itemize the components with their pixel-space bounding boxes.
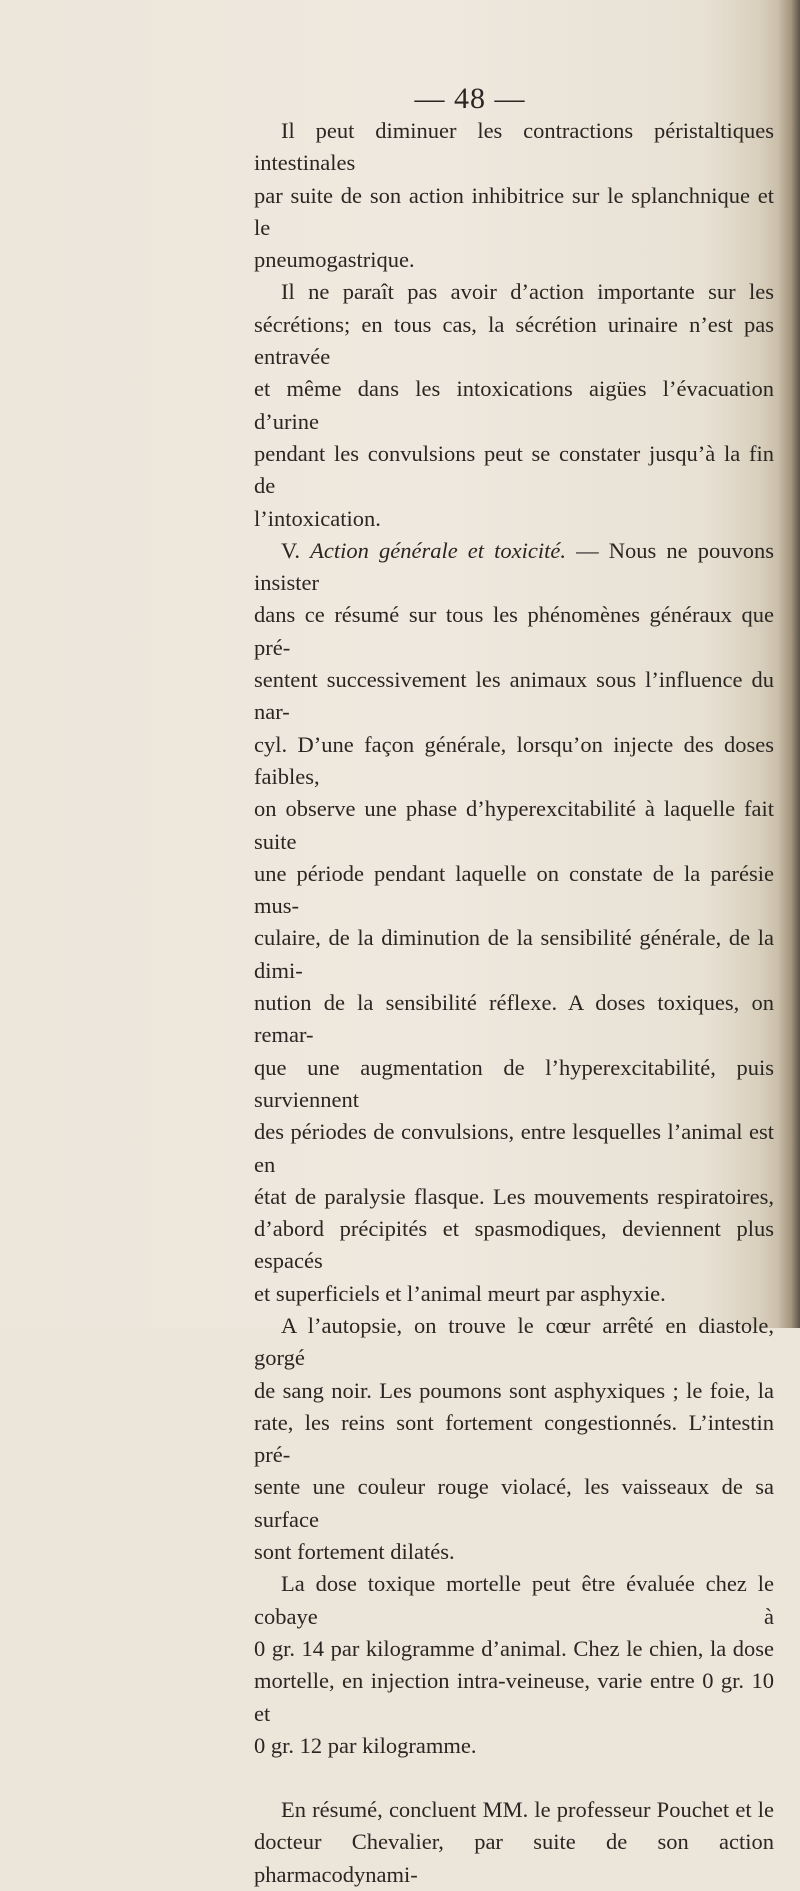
paragraph-3-line-10: état de paralysie flasque. Les mouvements respiratoires, [254, 1183, 774, 1209]
paragraph-5-line-4: 0 gr. 12 par kilogramme. [254, 1732, 477, 1758]
paragraph-6-line-2: docteur Chevalier, par suite de son action pharmacodynami- [254, 1829, 774, 1887]
paragraph-3-line-2: sentent successivement les animaux sous l’influence du nar- [254, 667, 774, 725]
section-heading [254, 535, 774, 600]
paragraph-4-line-5: sont fortement dilatés. [254, 1539, 455, 1565]
paragraph-1-line-1: Il peut diminuer les contractions péristaltiques intestinales [254, 118, 774, 176]
page-edge-shadow [778, 0, 800, 1328]
paragraph-6-line-1: En résumé, concluent MM. le professeur Pouchet et le [281, 1797, 774, 1823]
paragraph-3-line-8: que une augmentation de l’hyperexcitabilité, puis surviennent [254, 1054, 774, 1112]
section-heading-rest: — Nous ne pouvons insister [254, 537, 775, 596]
paragraph-5-line-3: mortelle, en injection intra-veineuse, varie entre 0 gr. 10 et [254, 1668, 774, 1726]
paragraph-gap [254, 1762, 774, 1794]
paragraph-3-line-12: et superficiels et l’animal meurt par asphyxie. [254, 1280, 666, 1306]
page-number: — 48 — [414, 82, 526, 115]
paragraph-3-line-1: dans ce résumé sur tous les phénomènes généraux que pré- [254, 602, 774, 660]
paragraph-2-line-3: et même dans les intoxications aigües l’évacuation d’urine [254, 376, 774, 434]
paragraph-2-line-5: l’intoxication. [254, 505, 381, 531]
paragraph-2-line-1: Il ne paraît pas avoir d’action importante sur les [281, 279, 774, 305]
paragraph-3-line-5: une période pendant laquelle on constate de la parésie mus- [254, 860, 774, 919]
paragraph-3-line-3: cyl. D’une façon générale, lorsqu’on injecte des doses faibles, [254, 731, 774, 789]
paragraph-1-line-2: par suite de son action inhibitrice sur le splanchnique et le [254, 182, 774, 240]
paragraph-3-line-4: on observe une phase d’hyperexcitabilité à laquelle fait suite [254, 796, 774, 854]
paragraph-4-line-2: de sang noir. Les poumons sont asphyxiques ; le foie, la [254, 1377, 774, 1403]
page-body [254, 115, 774, 1891]
section-title: Action générale et toxicité. [310, 537, 567, 563]
paragraph-5-line-1: La dose toxique mortelle peut être évaluée chez le cobaye à [254, 1571, 774, 1629]
paragraph-4-line-3: rate, les reins sont fortement congestionnés. L’intestin pré- [254, 1409, 774, 1468]
paragraph-5-line-2: 0 gr. 14 par kilogramme d’animal. Chez le chien, la dose [254, 1635, 774, 1661]
paragraph-3-line-9: des périodes de convulsions, entre lesquelles l’animal est en [254, 1119, 774, 1177]
section-number: V. [281, 537, 300, 563]
paragraph-4-line-4: sente une couleur rouge violacé, les vaisseaux de sa surface [254, 1474, 774, 1532]
paragraph-3-line-7: nution de la sensibilité réflexe. A doses toxiques, on remar- [254, 990, 774, 1048]
paragraph-3-line-11: d’abord précipités et spasmodiques, deviennent plus espacés [254, 1216, 774, 1274]
paragraph-2-line-2: sécrétions; en tous cas, la sécrétion urinaire n’est pas entravée [254, 311, 774, 370]
paragraph-3-line-6: culaire, de la diminution de la sensibilité générale, de la dimi- [254, 925, 774, 983]
paragraph-1-line-3: pneumogastrique. [254, 247, 415, 273]
paragraph-4-line-1: A l’autopsie, on trouve le cœur arrêté en diastole, gorgé [254, 1312, 774, 1371]
paragraph-2-line-4: pendant les convulsions peut se constater jusqu’à la fin de [254, 440, 774, 499]
